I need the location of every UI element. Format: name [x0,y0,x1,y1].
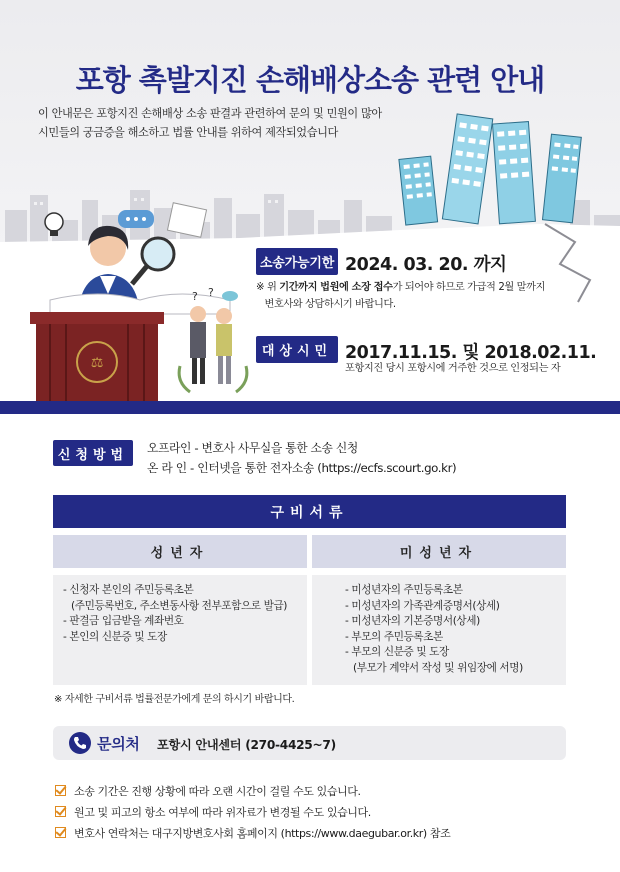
hero-section [0,0,620,414]
apply-method-lines [147,438,456,478]
documents-header: 구비서류 [53,495,566,528]
tilted-buildings-illustration [395,96,595,226]
intro-text [38,104,418,142]
notice-text: 원고 및 피고의 항소 여부에 따라 위자료가 변경될 수도 있습니다. [74,805,371,819]
contact-box [53,726,566,760]
period-note-bold: 기간까지 법원에 소장 접수 [279,282,393,293]
notice-item [55,780,450,801]
notice-item [55,822,450,843]
svg-text:⚖: ⚖ [90,355,104,371]
adult-column-header: 성년자 [53,535,307,568]
period-note-line2: 변호사와 상담하시기 바랍니다. [264,299,396,310]
period-note [256,279,596,313]
documents-note: ※ 자세한 구비서류 법률전문가에게 문의 하시기 바랍니다. [54,694,295,705]
divider-band [0,401,620,414]
list-item: - 본인의 신분증 및 도장 [63,630,167,643]
period-deadline: 2024. 03. 20. 까지 [345,255,507,275]
adult-documents-list [53,575,307,685]
intro-line: 시민들의 궁금증을 해소하고 법률 안내를 위하여 제작되었습니다 [38,126,338,139]
apply-offline: 오프라인 - 변호사 사무실을 통한 소송 신청 [147,441,358,455]
lightbulb-icon [45,213,63,236]
list-item: - 미성년자의 기본증명서(상세) [345,615,480,628]
speech-bubble-icon [118,210,154,228]
period-note-rest: 가 되어야 하므로 가급적 2월 말까지 [392,282,546,293]
apply-online: 온 라 인 - 인터넷을 통한 전자소송 (https://ecfs.scourt.go.kr) [147,461,457,475]
list-item: - 미성년자의 가족관계증명서(상세) [345,599,500,612]
checkbox-icon [55,827,66,838]
notice-text: 변호사 연락처는 대구지방변호사회 홈페이지 (https://www.daegubar.or.kr) 참조 [74,826,451,840]
apply-method-badge: 신청방법 [53,440,133,466]
list-item: (주민등록번호, 주소변동사항 전부포함으로 발급) [71,599,288,612]
list-item: - 부모의 주민등록초본 [345,630,443,643]
svg-text:?: ? [208,286,214,299]
minor-documents-list [312,575,566,685]
svg-text:?: ? [192,290,198,303]
list-item: - 미성년자의 주민등록초본 [345,584,463,596]
contact-phone: 포항시 안내센터 (270-4425~7) [157,738,336,752]
intro-line: 이 안내문은 포항지진 손해배상 소송 판결과 관련하여 문의 및 민원이 많아 [38,107,382,120]
target-note: 포항지진 당시 포항시에 거주한 것으로 인정되는 자 [345,363,561,374]
notice-text: 소송 기간은 진행 상황에 따라 오랜 시간이 걸릴 수도 있습니다. [74,784,361,798]
target-dates: 2017.11.15. 및 2018.02.11. [345,343,597,363]
notice-list [55,780,450,843]
checkbox-icon [55,785,66,796]
list-item: - 판결금 입금받을 계좌번호 [63,615,184,628]
checkbox-icon [55,806,66,817]
page-title: 포항 촉발지진 손해배상소송 관련 안내 [75,63,545,97]
period-badge: 소송가능기한 [256,248,338,275]
period-note-prefix: ※ 위 [256,282,280,293]
minor-column-header: 미성년자 [312,535,566,568]
contact-label: 문의처 [97,735,140,753]
list-item: - 신청자 본인의 주민등록초본 [63,584,194,596]
phone-icon [69,732,91,754]
notice-item [55,801,450,822]
magnifier-icon [132,238,174,284]
target-badge: 대상시민 [256,336,338,363]
list-item: (부모가 계약서 작성 및 위임장에 서명) [353,661,523,674]
lawyer-illustration [20,196,260,406]
list-item: - 부모의 신분증 및 도장 [345,646,449,659]
